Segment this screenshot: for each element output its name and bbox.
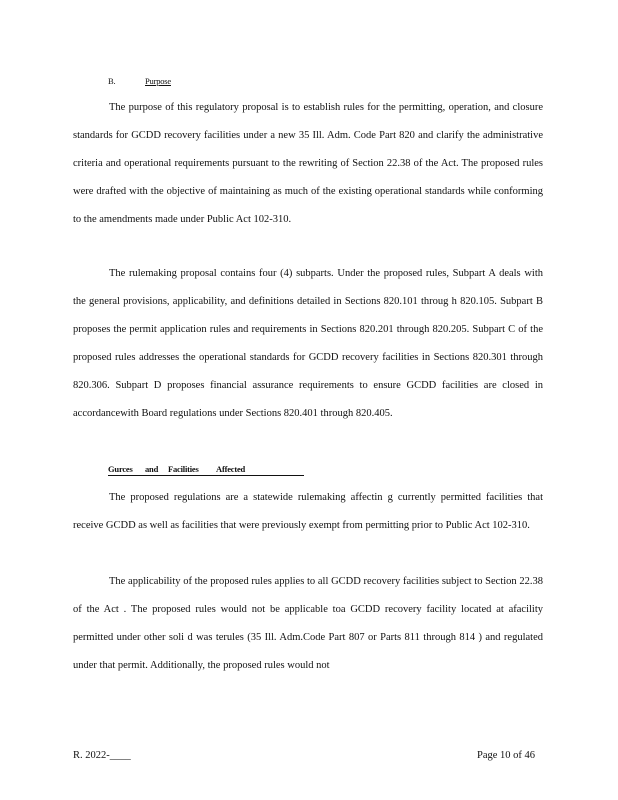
heading-word: Gurces bbox=[108, 464, 133, 474]
paragraph-subparts bbox=[73, 260, 543, 428]
paragraph-statewide bbox=[73, 484, 543, 540]
paragraph-purpose bbox=[73, 94, 543, 234]
paragraph-text: The purpose of this regulatory proposal is to establish rules for the permitting, operation, and closure standards for GCDD recovery facilities under a new 35 Ill. Adm. Code Part 820 and clarify the administrative criteria and operational requirements pursuant to the rewriting of Section 22.38 of the Act. The proposed rules were drafted with the objective of maintaining as much of the existing operational standards while conforming to the amendments made under Public Act 102-310. bbox=[73, 102, 543, 225]
heading-word: Facilities bbox=[168, 464, 199, 474]
paragraph-text: The proposed regulations are a statewide rulemaking affectin g currently permitted facilities that receive GCDD as well as facilities that were previously exempt from permitting prior to Public Act 102-310. bbox=[73, 492, 543, 531]
heading-word: Affected bbox=[216, 464, 246, 474]
section-title: Purpose bbox=[145, 76, 171, 86]
section-letter: B. bbox=[108, 76, 116, 86]
paragraph-applicability bbox=[73, 568, 543, 680]
section-heading-purpose bbox=[0, 76, 618, 88]
section-heading-sources-affected bbox=[0, 464, 618, 476]
heading-underline bbox=[108, 475, 304, 476]
heading-word: and bbox=[145, 464, 159, 474]
footer-page-number: Page 10 of 46 bbox=[477, 750, 536, 761]
paragraph-text: The rulemaking proposal contains four (4) subparts. Under the proposed rules, Subpart A deals with the general provisions, applicability, and definitions detailed in Sections 820.101 throug h 820.105. Subpart B proposes the permit application rules and requirements in Sections 820.201 through 820.205. Subpart C of the proposed rules addresses the operational standards for GCDD recovery facilities in Sections 820.301 through 820.306. Subpart D proposes financial assurance requirements to ensure GCDD facilities are closed in accordancewith Board regulations under Sections 820.401 through 820.405. bbox=[73, 268, 543, 419]
paragraph-text: The applicability of the proposed rules applies to all GCDD recovery facilities subject to Section 22.38 of the Act . The proposed rules would not be applicable toa GCDD recovery facility located at afacility permitted under other soli d was terules (35 Ill. Adm.Code Part 807 or Parts 811 through 814 ) and regulated under that permit. Additionally, the proposed rules would not bbox=[73, 576, 543, 671]
footer-docket-number: R. 2022-____ bbox=[73, 750, 131, 761]
